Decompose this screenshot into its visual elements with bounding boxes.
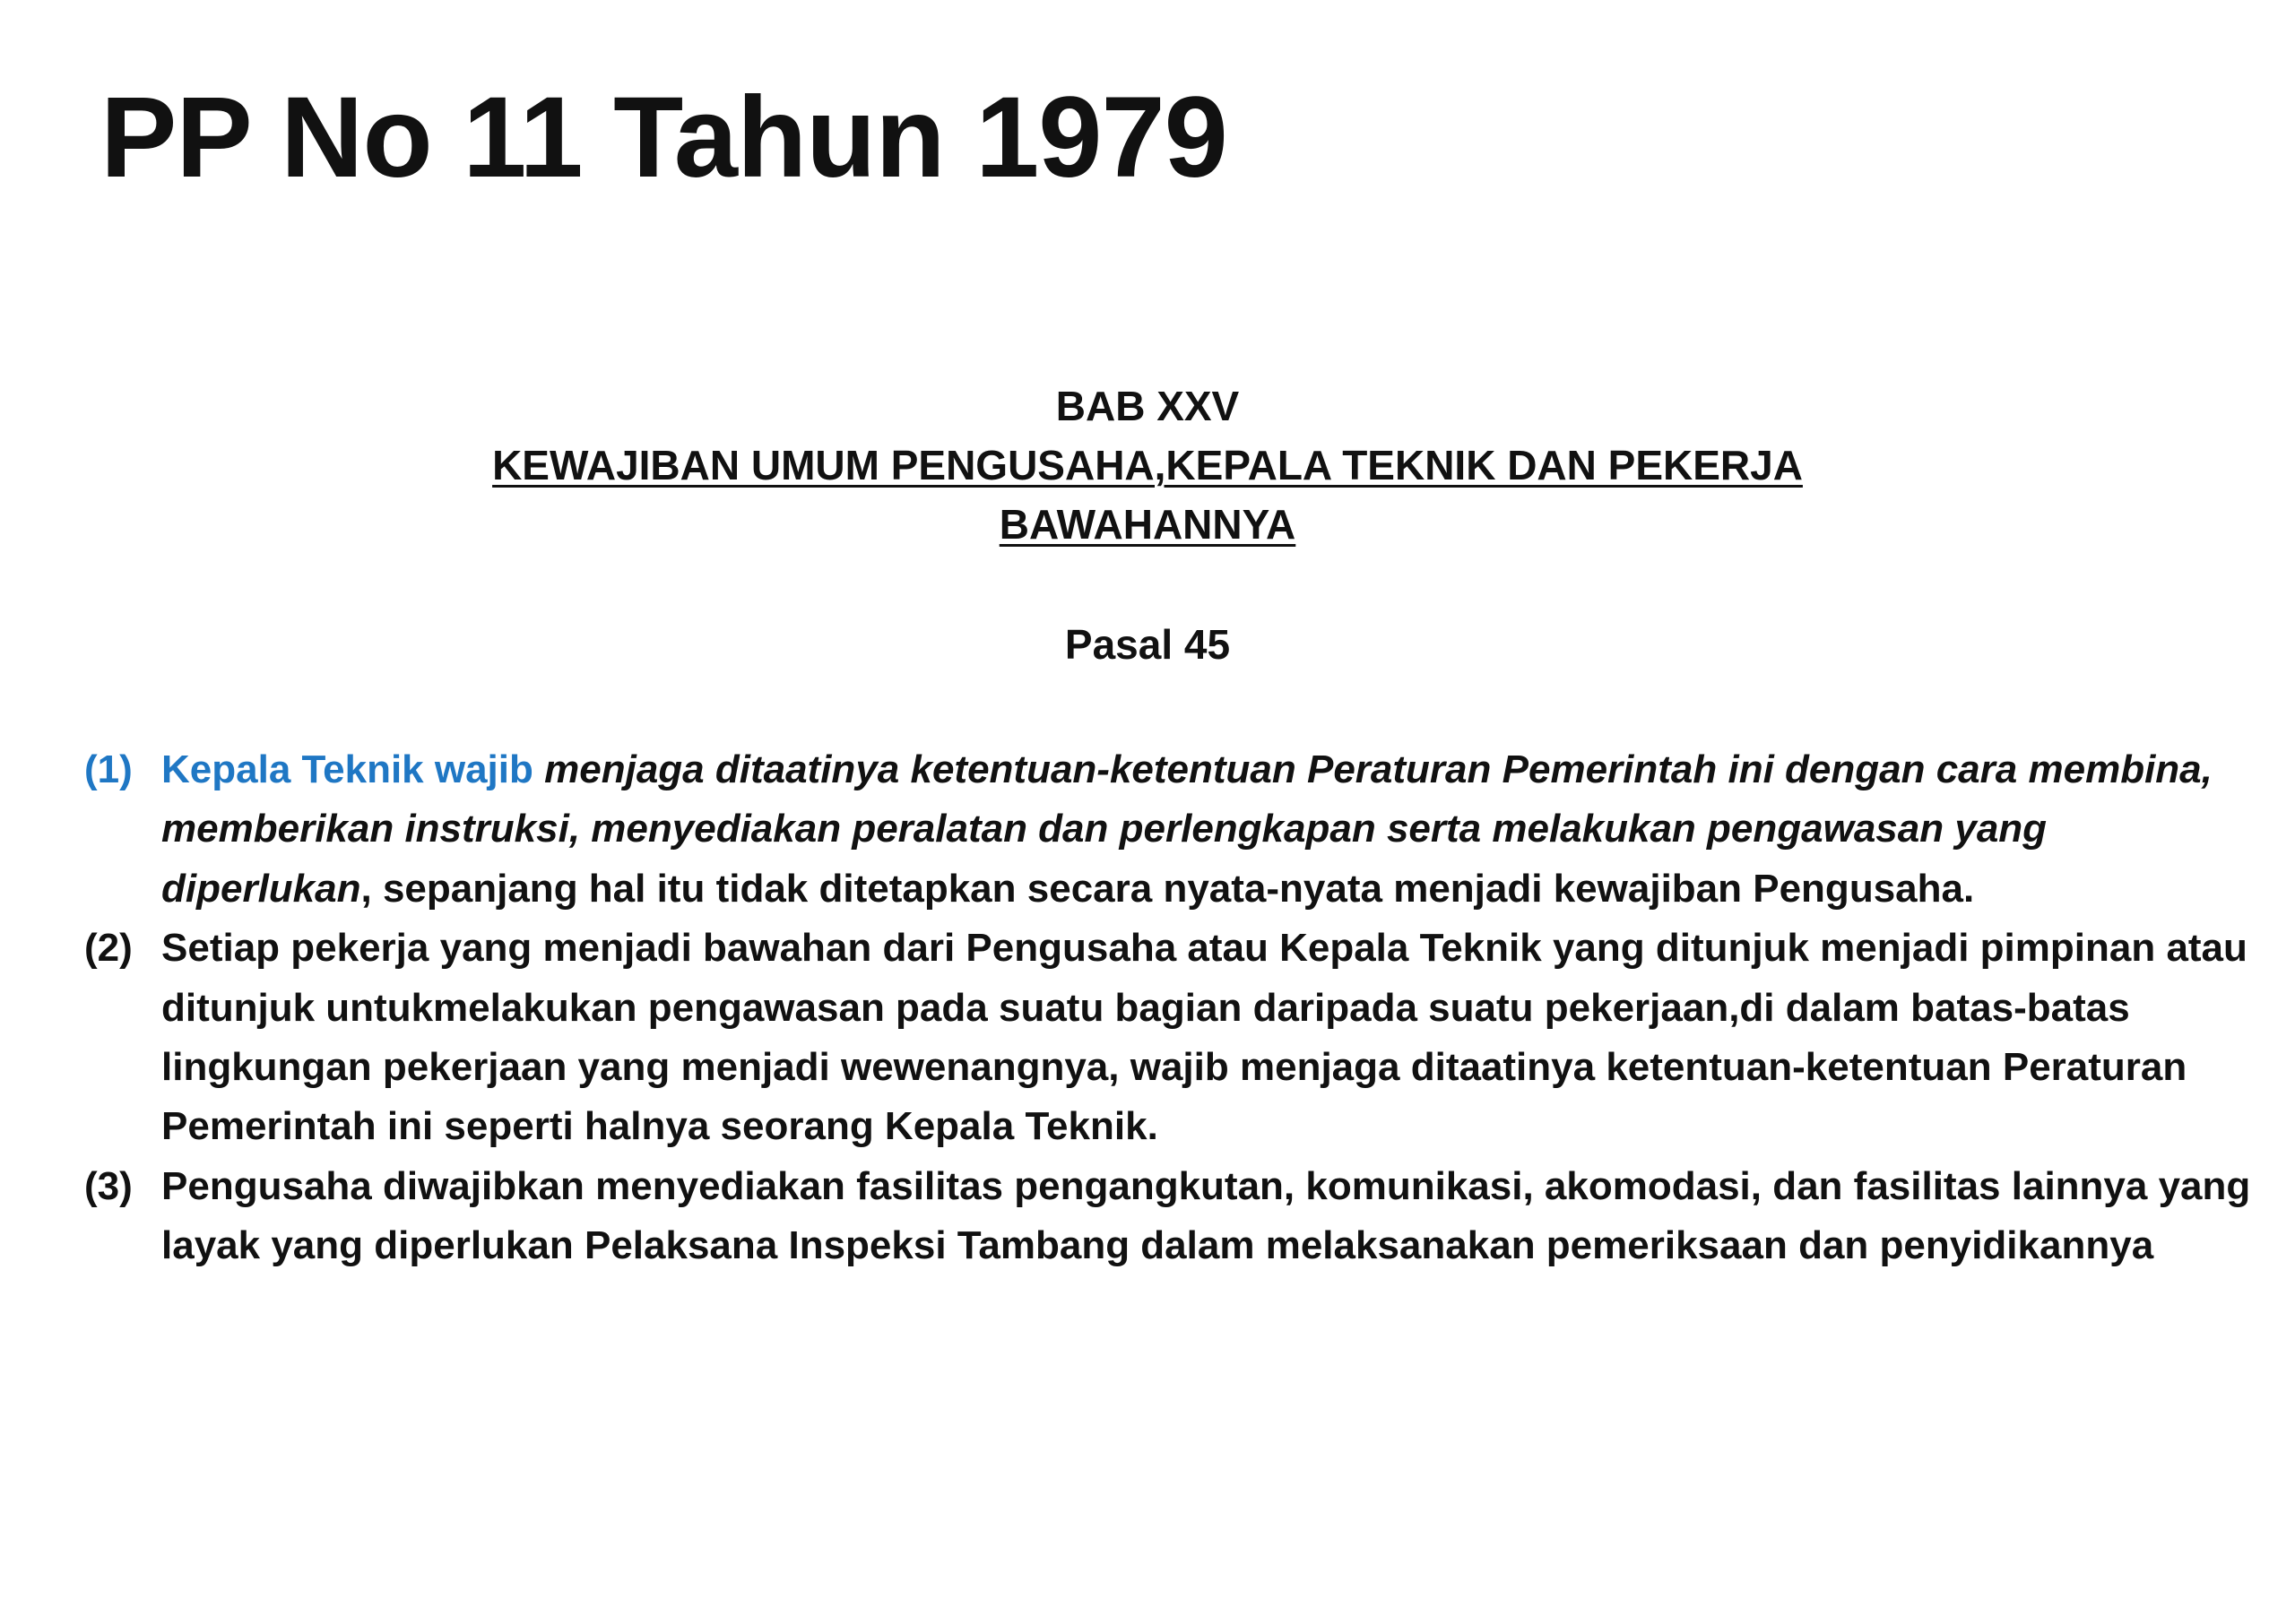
clause-1-rest-text: , sepanjang hal itu tidak ditetapkan secara nyata-nyata menjadi kewajiban Pengusaha. [360, 866, 1975, 911]
chapter-number: BAB XXV [1055, 383, 1240, 429]
clause-3 [84, 1157, 2254, 1276]
clause-list [84, 740, 2254, 1276]
chapter-header [0, 376, 2295, 554]
clause-1-italic-text: menjaga ditaatinya ketentuan-ketentuan Peraturan Pemerintah ini dengan cara membina, memberikan instruksi, menyediakan peralatan dan perlengkapan serta melakukan pengawasan yang diperlukan [161, 747, 2213, 911]
clause-number: (2) [84, 926, 133, 971]
chapter-title-text-1: KEWAJIBAN UMUM PENGUSAHA,KEPALA TEKNIK DAN PEKERJA [492, 442, 1803, 488]
clause-1 [84, 740, 2254, 919]
clause-2 [84, 919, 2254, 1157]
article-heading: Pasal 45 [1064, 621, 1231, 668]
slide-title: PP No 11 Tahun 1979 [100, 73, 1227, 202]
clause-2-text: Setiap pekerja yang menjadi bawahan dari Pengusaha atau Kepala Teknik yang ditunjuk menjadi pimpinan atau ditunjuk untukmelakukan pengawasan pada suatu bagian daripada suatu pekerjaan,di dalam batas-batas lingkungan pekerjaan yang menjadi wewenangnya, wajib menjaga ditaatinya ketentuan-ketentuan Peraturan Pemerintah ini seperti halnya seorang Kepala Teknik. [161, 926, 2247, 1149]
clause-3-text: Pengusaha diwajibkan menyediakan fasilitas pengangkutan, komunikasi, akomodasi, dan fasilitas lainnya yang layak yang diperlukan Pelaksana Inspeksi Tambang dalam melaksanakan pemeriksaan dan penyidikannya [161, 1163, 2251, 1268]
chapter-title-text-2: BAWAHANNYA [999, 501, 1296, 548]
clause-1-highlight: Kepala Teknik wajib [161, 747, 533, 791]
clause-number: (1) [84, 747, 133, 791]
chapter-title-line-1 [0, 436, 2295, 495]
chapter-title-line-2 [0, 495, 2295, 554]
clause-number: (3) [84, 1163, 133, 1208]
